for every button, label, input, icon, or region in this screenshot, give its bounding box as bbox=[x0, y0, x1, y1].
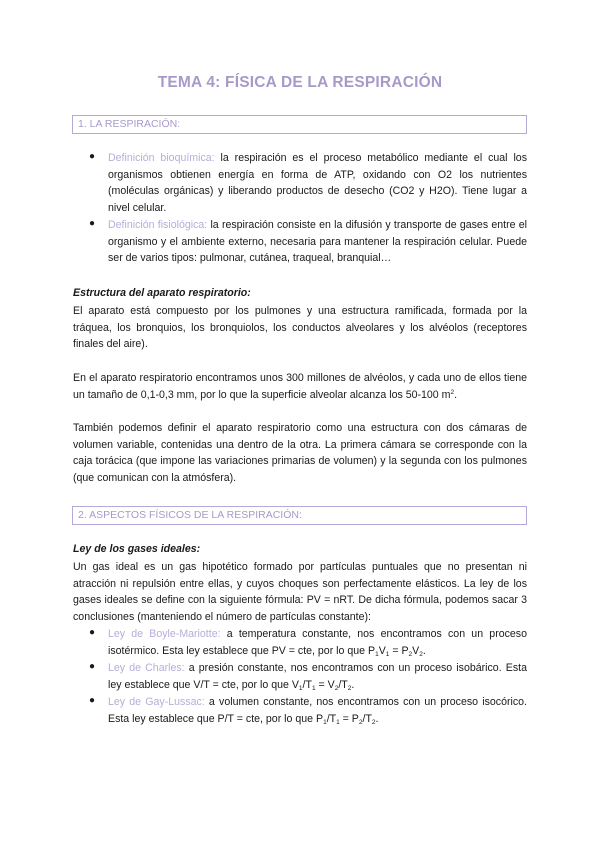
bullet-ley-gay-lussac bbox=[108, 694, 527, 727]
paragraph-camaras: También podemos definir el aparato respiratorio como una estructura con dos cámaras de volumen variable, contenidas una dentro de la otra. La primera cámara se corresponde con la caja torácica (que impone las variaciones primarias de volumen) y la segunda con los pulmones (que comunican con la atmósfera). bbox=[73, 422, 527, 484]
bullet-dot: ● bbox=[89, 218, 96, 229]
law-formula: $P_1/T_1 = P_2/T_2$. bbox=[315, 712, 379, 726]
law-term: Ley de Charles: bbox=[108, 662, 185, 674]
bullet-term: Definición bioquímica: bbox=[108, 152, 215, 164]
paragraph-alveolos bbox=[73, 370, 527, 403]
bullet-definicion-bioquimica bbox=[108, 150, 527, 216]
bullet-text: la respiración es el proceso metabólico mediante el cual los organismos obtienen energía en forma de ATP, oxidando con O2 los nutrientes (moléculas orgánicas) y liberando productos de desecho (CO2 y H2O). Tiene lugar a nivel celular. bbox=[108, 152, 527, 214]
law-term: Ley de Boyle-Mariotte: bbox=[108, 628, 221, 640]
bullet-dot: ● bbox=[89, 151, 96, 162]
law-formula: $V_1/T_1 = V_2/T_2$. bbox=[291, 678, 355, 692]
bullet-dot: ● bbox=[89, 695, 96, 706]
bullet-dot: ● bbox=[89, 661, 96, 672]
law-text: a temperatura constante, nos encontramos con un proceso isotérmico. Esta ley establece que PV = cte, por lo que bbox=[108, 628, 527, 657]
law-text: a volumen constante, nos encontramos con un proceso isocórico. Esta ley establece que P/T = cte, por lo que bbox=[108, 696, 527, 725]
bullet-definicion-fisiologica bbox=[108, 217, 527, 267]
paragraph-gas-ideal: Un gas ideal es un gas hipotético formado por partículas puntuales que no presentan ni atracción ni repulsión entre ellas, y cuyos choques son perfectamente elásticos. La ley de los gases ideales se define con la siguiente fórmula: PV = nRT. De dicha fórmula, podemos sacar 3 conclusiones (manteniendo el número de partículas constante): bbox=[73, 561, 527, 623]
section-heading-aspectos-fisicos: 2. ASPECTOS FÍSICOS DE LA RESPIRACIÓN: bbox=[72, 506, 527, 525]
paragraph-end: . bbox=[454, 388, 458, 401]
subheading-gases-ideales: Ley de los gases ideales: bbox=[73, 543, 201, 555]
bullet-text: la respiración consiste en la difusión y transporte de gases entre el organismo y el ambiente externo, necesaria para mantener la respiración celular. Puede ser de varios tipos: pulmonar, cutánea, traqueal, branquial… bbox=[108, 219, 527, 265]
law-term: Ley de Gay-Lussac: bbox=[108, 696, 205, 708]
superscript: 2 bbox=[450, 388, 455, 396]
page-title: TEMA 4: FÍSICA DE LA RESPIRACIÓN bbox=[157, 74, 443, 91]
subheading-estructura: Estructura del aparato respiratorio: bbox=[73, 287, 251, 299]
bullet-ley-boyle bbox=[108, 626, 527, 659]
paragraph-estructura: El aparato está compuesto por los pulmones y una estructura ramificada, formada por la tráquea, los bronquios, los bronquiolos, los conductos alveolares y los alvéolos (receptores finales del aire). bbox=[73, 305, 527, 351]
bullet-dot: ● bbox=[89, 627, 96, 638]
bullet-ley-charles bbox=[108, 660, 527, 693]
law-formula: $P_1V_1 = P_2V_2$. bbox=[367, 644, 426, 658]
bullet-term: Definición fisiológica: bbox=[108, 219, 208, 231]
paragraph-text: En el aparato respiratorio encontramos unos 300 millones de alvéolos, y cada uno de ellos tiene un tamaño de 0,1-0,3 mm, por lo que la superficie alveolar alcanza los 50-100 m bbox=[73, 372, 527, 401]
section-heading-respiracion: 1. LA RESPIRACIÓN: bbox=[72, 115, 527, 134]
law-text: a presión constante, nos encontramos con un proceso isobárico. Esta ley establece que V/T = cte, por lo que bbox=[108, 662, 527, 691]
